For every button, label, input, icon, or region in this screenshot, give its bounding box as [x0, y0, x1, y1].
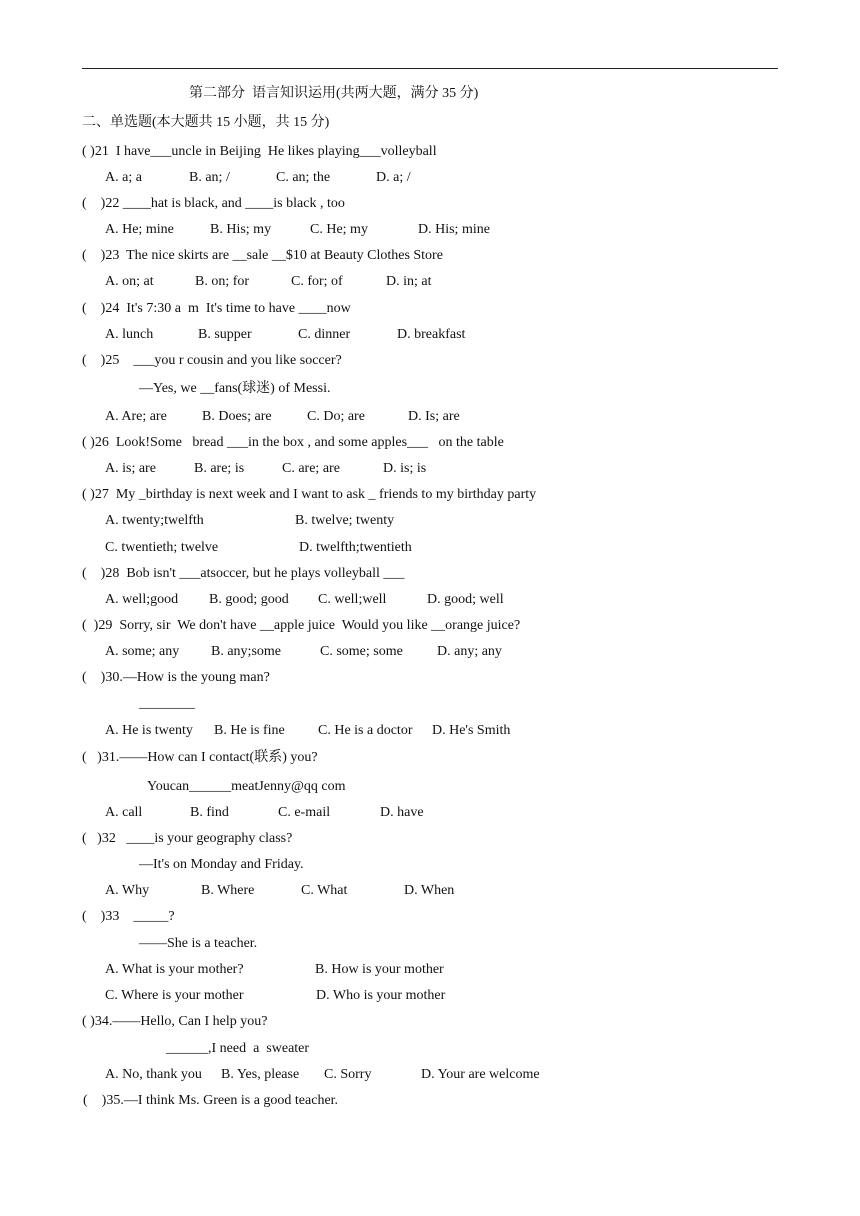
- question-stem: ( )33 _____?: [82, 909, 175, 924]
- option-c: C. some; some: [320, 644, 403, 659]
- option-c: C. an; the: [276, 170, 331, 185]
- question-reply: ______,I need a sweater: [166, 1041, 310, 1056]
- option-d: D. good; well: [427, 592, 504, 607]
- option-c: C. are; are: [282, 461, 340, 476]
- option-a: A. some; any: [105, 644, 180, 659]
- option-d: D. When: [404, 883, 455, 898]
- question-stem: ( )34.——Hello, Can I help you?: [82, 1014, 268, 1029]
- option-d: D. Is; are: [408, 409, 460, 424]
- option-b: B. find: [190, 805, 229, 820]
- question-reply: —It's on Monday and Friday.: [139, 857, 304, 872]
- option-b: B. Yes, please: [221, 1067, 300, 1082]
- question-stem: ( )29 Sorry, sir We don't have __apple juice Would you like __orange juice?: [82, 618, 521, 633]
- option-d: D. a; /: [376, 170, 411, 185]
- header-rule: [82, 68, 778, 69]
- option-c: C. for; of: [291, 274, 343, 289]
- option-b: B. twelve; twenty: [295, 513, 395, 528]
- question-reply: Youcan______meatJenny@qq com: [147, 779, 346, 794]
- question-stem: ( )23 The nice skirts are __sale __$10 at Beauty Clothes Store: [82, 248, 443, 263]
- option-b: B. He is fine: [214, 723, 285, 738]
- option-d: D. have: [380, 805, 424, 820]
- question-stem: ( )30.—How is the young man?: [82, 670, 270, 685]
- option-a: A. Are; are: [105, 409, 167, 424]
- option-c: C. Do; are: [307, 409, 365, 424]
- option-c: C. twentieth; twelve: [105, 540, 219, 555]
- option-b: B. Where: [201, 883, 255, 898]
- option-a: A. a; a: [105, 170, 142, 185]
- option-b: B. His; my: [210, 222, 272, 237]
- option-c: C. well;well: [318, 592, 387, 607]
- question-stem: ( )25 ___you r cousin and you like soccer?: [82, 353, 342, 368]
- option-c: C. He is a doctor: [318, 723, 413, 738]
- option-c: C. What: [301, 883, 348, 898]
- answer-blank: ________: [139, 696, 195, 711]
- question-stem: ( )35.—I think Ms. Green is a good teacher.: [83, 1093, 339, 1108]
- option-d: D. any; any: [437, 644, 502, 659]
- option-a: A. He is twenty: [105, 723, 193, 738]
- option-d: D. twelfth;twentieth: [299, 540, 412, 555]
- option-b: B. Does; are: [202, 409, 272, 424]
- question-stem: ( )31.——How can I contact(联系) you?: [82, 750, 318, 765]
- option-b: B. an; /: [189, 170, 230, 185]
- option-a: A. What is your mother?: [105, 962, 244, 977]
- option-b: B. How is your mother: [315, 962, 444, 977]
- part-title: 第二部分 语言知识运用(共两大题，满分 35 分): [189, 86, 479, 101]
- question-reply: ——She is a teacher.: [139, 936, 258, 951]
- question-reply: —Yes, we __fans(球迷) of Messi.: [139, 381, 331, 396]
- option-d: D. in; at: [386, 274, 432, 289]
- question-stem: ( )21 I have___uncle in Beijing He likes playing___volleyball: [82, 144, 437, 159]
- question-stem: ( )32 ____is your geography class?: [82, 831, 293, 846]
- option-c: C. He; my: [310, 222, 368, 237]
- question-stem: ( )24 It's 7:30 a m It's time to have ____now: [82, 301, 351, 316]
- option-b: B. supper: [198, 327, 252, 342]
- option-d: D. His; mine: [418, 222, 490, 237]
- option-a: A. well;good: [105, 592, 179, 607]
- option-a: A. call: [105, 805, 143, 820]
- option-a: A. Why: [105, 883, 150, 898]
- question-stem: ( )26 Look!Some bread ___in the box , and some apples___ on the table: [82, 435, 504, 450]
- option-d: D. Who is your mother: [316, 988, 446, 1003]
- question-stem: ( )22 ____hat is black, and ____is black , too: [82, 196, 345, 211]
- question-stem: ( )27 My _birthday is next week and I want to ask _ friends to my birthday party: [82, 487, 537, 502]
- option-a: A. on; at: [105, 274, 154, 289]
- option-c: C. e-mail: [278, 805, 331, 820]
- option-b: B. are; is: [194, 461, 245, 476]
- option-d: D. is; is: [383, 461, 427, 476]
- option-c: C. Where is your mother: [105, 988, 244, 1003]
- option-b: B. good; good: [209, 592, 289, 607]
- option-c: C. dinner: [298, 327, 351, 342]
- option-a: A. lunch: [105, 327, 154, 342]
- option-b: B. any;some: [211, 644, 281, 659]
- option-a: A. He; mine: [105, 222, 174, 237]
- option-a: A. No, thank you: [105, 1067, 202, 1082]
- option-a: A. twenty;twelfth: [105, 513, 204, 528]
- option-d: D. He's Smith: [432, 723, 511, 738]
- question-stem: ( )28 Bob isn't ___atsoccer, but he plays volleyball ___: [82, 566, 405, 581]
- option-c: C. Sorry: [324, 1067, 372, 1082]
- option-a: A. is; are: [105, 461, 156, 476]
- option-b: B. on; for: [195, 274, 250, 289]
- option-d: D. Your are welcome: [421, 1067, 540, 1082]
- section-title: 二、单选题(本大题共 15 小题，共 15 分): [82, 115, 330, 130]
- option-d: D. breakfast: [397, 327, 466, 342]
